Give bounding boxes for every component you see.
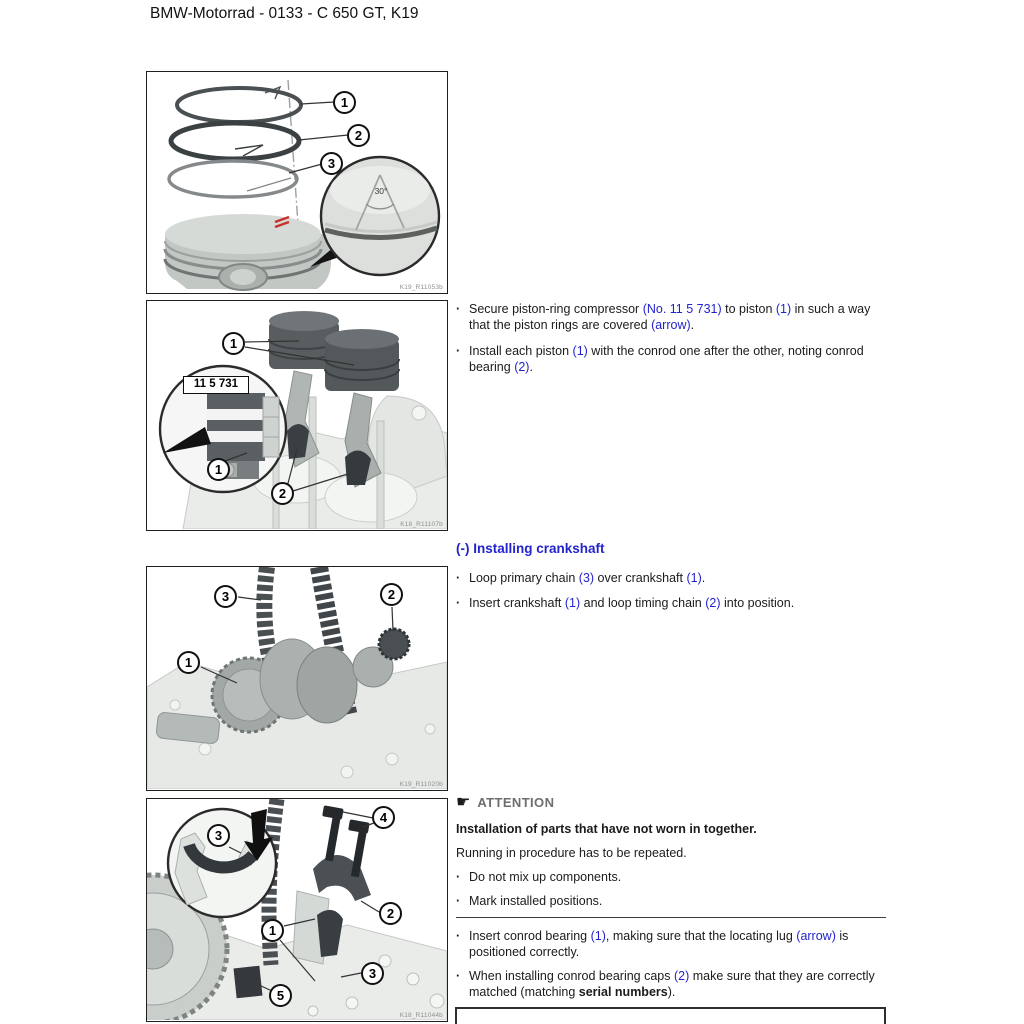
section-conrod-bearing — [456, 929, 886, 1011]
text-run: serial numbers — [578, 984, 668, 999]
callout-1-inset: 1 — [207, 458, 230, 481]
bullet-text — [469, 344, 886, 375]
bullet-marker: · — [456, 596, 461, 610]
bullet-marker: · — [456, 570, 461, 585]
callout-2: 2 — [380, 583, 403, 606]
bullet-item — [456, 571, 886, 587]
text-run: When installing conrod bearing caps — [469, 969, 674, 983]
text-run: is positioned correctly. — [469, 929, 849, 959]
callout-5: 5 — [269, 984, 292, 1007]
attention-bullets — [456, 870, 886, 909]
bolt — [322, 805, 344, 861]
attention-header — [456, 795, 886, 811]
text-run: Loop primary chain — [469, 570, 579, 585]
text-run: with the conrod one after the other, noting conrod bearing — [469, 344, 864, 374]
figure-piston-installation — [146, 300, 448, 531]
bullet-item — [456, 344, 886, 375]
callout-1: 1 — [333, 91, 356, 114]
conrod-caps-drawing — [147, 799, 447, 1020]
text-run: to piston — [721, 302, 776, 316]
bullet-item — [456, 870, 886, 886]
bullet-text — [469, 302, 886, 333]
attention-label: ATTENTION — [477, 795, 555, 811]
section-piston-install — [456, 302, 886, 386]
figure-crankshaft — [146, 566, 448, 791]
text-run: , making sure that the locating lug — [605, 929, 797, 943]
crankshaft-drawing — [147, 567, 447, 789]
bullet-item — [456, 969, 886, 1000]
tool-number-label: 11 5 731 — [183, 376, 249, 394]
text-run: Secure piston-ring compressor — [469, 302, 643, 316]
piston-rings-drawing — [147, 72, 447, 292]
inline-link[interactable]: (No. 11 5 731) — [642, 302, 722, 316]
pointing-hand-icon: ☛ — [456, 794, 471, 811]
piston — [165, 214, 331, 290]
callout-2: 2 — [347, 124, 370, 147]
bullet-text — [469, 969, 886, 1000]
callout-1: 1 — [222, 332, 245, 355]
bullet-text: Do not mix up components. — [469, 870, 622, 884]
section-attention — [456, 795, 886, 918]
bullet-item — [456, 596, 886, 612]
inline-link[interactable]: (1) — [775, 302, 792, 316]
piston — [325, 329, 399, 391]
piston-ring-3 — [169, 161, 297, 197]
inline-link[interactable]: (2) — [514, 359, 530, 374]
text-run: Insert crankshaft — [469, 596, 565, 610]
figure-piston-rings — [146, 71, 448, 294]
text-run: . — [701, 570, 706, 585]
inline-link[interactable]: (1) — [564, 596, 581, 610]
callout-1: 1 — [177, 651, 200, 674]
timing-sprocket — [379, 629, 409, 659]
bullet-text — [469, 596, 794, 612]
text-run: Insert conrod bearing — [469, 929, 591, 943]
inline-link[interactable]: (arrow) — [796, 929, 836, 943]
bullet-marker: · — [456, 929, 461, 943]
inline-link[interactable]: (2) — [673, 969, 690, 983]
bullet-marker: · — [456, 302, 461, 316]
text-run: ). — [667, 984, 676, 999]
callout-3-inset: 3 — [207, 824, 230, 847]
divider — [456, 917, 886, 918]
bullet-text: Mark installed positions. — [469, 893, 603, 908]
piston-ring-2 — [171, 123, 299, 159]
text-run: . — [690, 317, 695, 332]
figure-label: K19_R11020b — [399, 781, 443, 788]
callout-2: 2 — [379, 902, 402, 925]
bullet-marker: · — [456, 870, 461, 884]
callout-4: 4 — [372, 806, 395, 829]
callout-1: 1 — [261, 919, 284, 942]
callout-2: 2 — [271, 482, 294, 505]
callout-3: 3 — [361, 962, 384, 985]
inset-detail — [321, 157, 439, 275]
text-run: . — [529, 359, 533, 374]
text-run: make sure that they are correctly matched (matching — [469, 969, 875, 999]
page-title: BMW-Motorrad - 0133 - C 650 GT, K19 — [150, 5, 419, 22]
callout-3: 3 — [320, 152, 343, 175]
callout-3: 3 — [214, 585, 237, 608]
bullet-item — [456, 894, 886, 910]
angle-label: 30° — [374, 186, 388, 196]
text-run: over crankshaft — [594, 570, 687, 585]
figure-label: K18_R11107b — [400, 521, 443, 528]
bullet-marker: · — [456, 344, 461, 358]
attention-title: Installation of parts that have not worn in together. — [456, 822, 757, 836]
bullet-text — [469, 929, 886, 960]
piston-installation-drawing — [147, 301, 447, 529]
figure-conrod-caps — [146, 798, 448, 1022]
piston-ring-1 — [177, 88, 301, 122]
inline-link[interactable]: (arrow) — [651, 317, 691, 332]
bullet-item — [456, 302, 886, 333]
text-run: and loop timing chain — [580, 596, 706, 610]
bullet-item — [456, 929, 886, 960]
figure-label: K19_R11053b — [399, 284, 443, 291]
text-run: in such a way that the piston rings are covered — [469, 302, 871, 332]
inline-link[interactable]: (1) — [590, 929, 606, 943]
bearing-cap — [313, 855, 371, 901]
text-run: Install each piston — [469, 344, 573, 358]
text-run: into position. — [720, 596, 795, 610]
inline-link[interactable]: (1) — [686, 570, 702, 585]
bullet-text — [469, 571, 705, 587]
note-box — [455, 1007, 886, 1024]
bullet-marker: · — [456, 893, 461, 908]
section-installing-crankshaft — [456, 541, 886, 623]
dark-component — [234, 966, 263, 999]
section-heading: (-) Installing crankshaft — [456, 541, 605, 556]
inline-link[interactable]: (3) — [578, 570, 595, 585]
inline-link[interactable]: (1) — [572, 344, 588, 358]
inline-link[interactable]: (2) — [705, 596, 721, 610]
figure-label: K18_R11044b — [399, 1012, 443, 1019]
bullet-marker: · — [456, 969, 461, 983]
attention-body: Running in procedure has to be repeated. — [456, 845, 687, 860]
